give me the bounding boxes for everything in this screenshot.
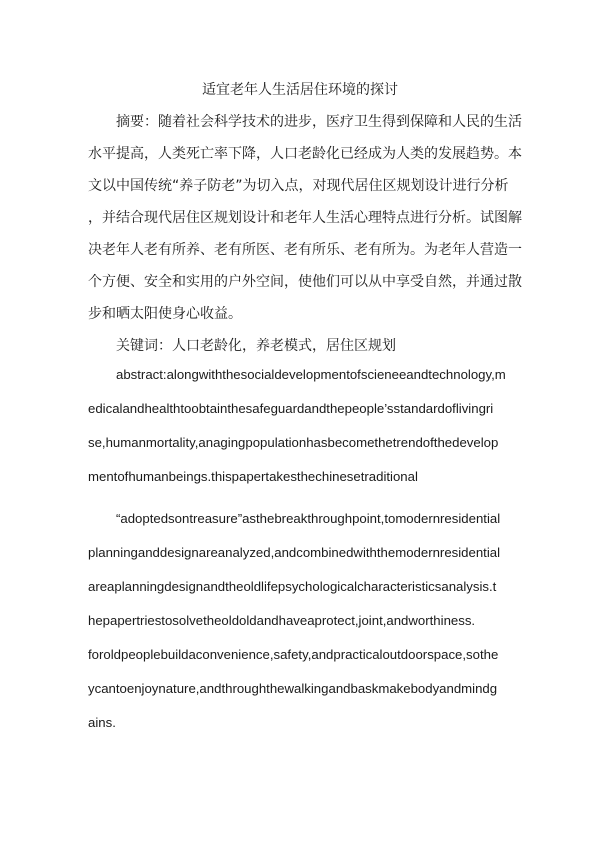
abstract-en-line: hepapertriestosolvetheoldoldandhaveaprotect,joint,andworthiness. <box>88 613 476 628</box>
keywords-cn: 关键词：人口老龄化，养老模式，居住区规划 <box>116 338 396 354</box>
abstract-cn-line: ，并结合现代居住区规划设计和老年人生活心理特点进行分析。试图解 <box>88 210 522 226</box>
abstract-cn-line: 决老年人老有所养、老有所医、老有所乐、老有所为。为老年人营造一 <box>88 242 522 258</box>
abstract-en-line: mentofhumanbeings.thispapertakesthechinesetraditional <box>88 469 418 484</box>
abstract-en-line: “adoptedsontreasure”asthebreakthroughpoint,tomodernresidential <box>116 511 501 526</box>
abstract-cn-line: 步和晒太阳使身心收益。 <box>88 306 242 322</box>
abstract-cn-line: 个方便、安全和实用的户外空间，使他们可以从中享受自然，并通过散 <box>88 274 522 290</box>
abstract-en-part-1 <box>88 366 518 502</box>
abstract-cn-line: 水平提高，人类死亡率下降，人口老龄化已经成为人类的发展趋势。本 <box>88 146 522 162</box>
abstract-en-line: ains. <box>88 715 116 730</box>
abstract-en-line: abstract:alongwiththesocialdevelopmentofscieneeandtechnology,m <box>116 367 506 382</box>
abstract-en-line: foroldpeoplebuildaconvenience,safety,andpracticaloutdoorspace,sothe <box>88 647 499 662</box>
abstract-en-part-2 <box>88 510 518 748</box>
abstract-en-line: areaplanningdesignandtheoldlifepsychologicalcharacteristicsanalysis.t <box>88 579 497 594</box>
abstract-cn-line: 文以中国传统“养子防老”为切入点，对现代居住区规划设计进行分析 <box>88 178 509 194</box>
abstract-en-line: edicalandhealthtoobtainthesafeguardandthepeople’sstandardoflivingri <box>88 401 494 416</box>
abstract-en-line: ycantoenjoynature,andthroughthewalkingandbaskmakebodyandmindg <box>88 681 498 696</box>
abstract-cn-line: 摘要：随着社会科学技术的进步，医疗卫生得到保障和人民的生活 <box>116 114 522 130</box>
abstract-cn <box>88 112 522 368</box>
abstract-en-line: planninganddesignareanalyzed,andcombinedwiththemodernresidential <box>88 545 501 560</box>
document-title: 适宜老年人生活居住环境的探讨 <box>202 82 398 98</box>
abstract-en-line: se,humanmortality,anagingpopulationhasbecomethetrendofthedevelop <box>88 435 499 450</box>
